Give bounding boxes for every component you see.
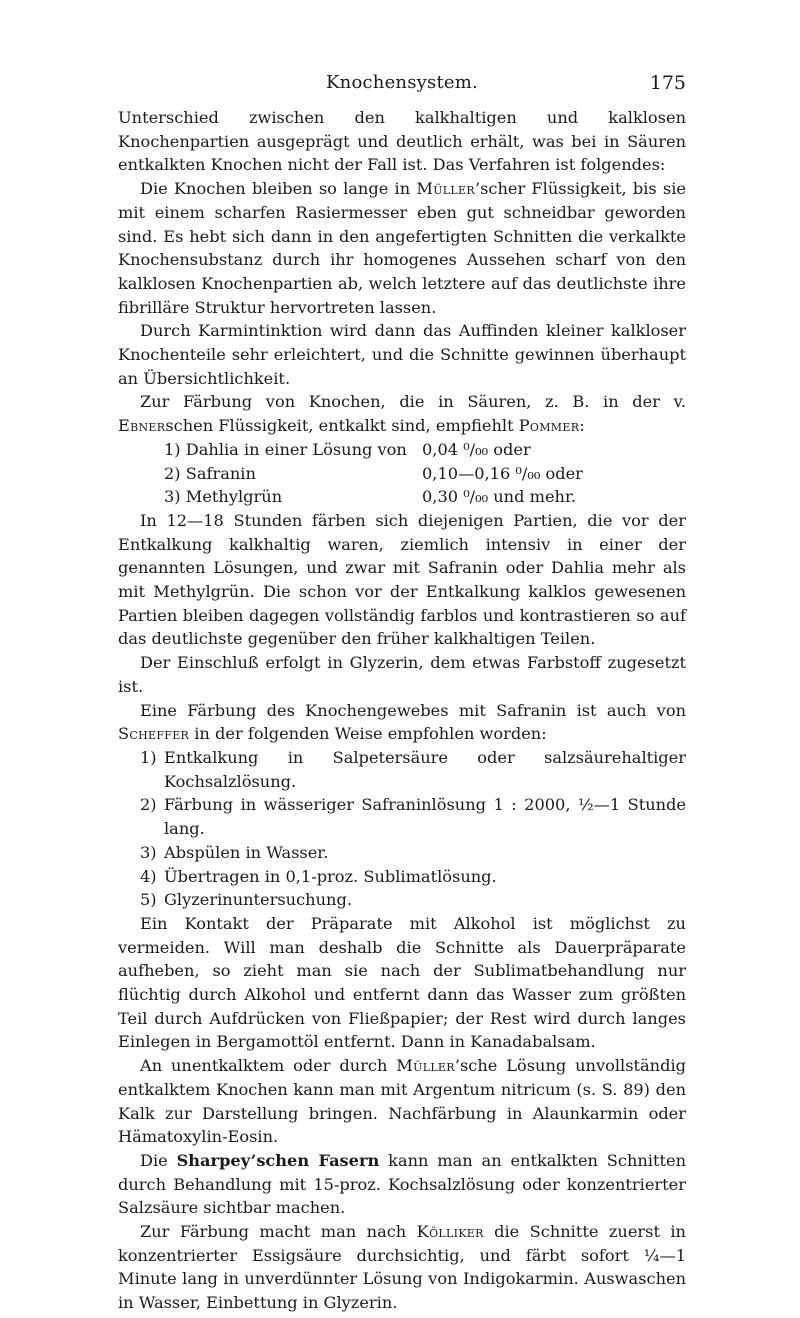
author-name-pommer: Pommer bbox=[518, 416, 580, 436]
paragraph-7 bbox=[118, 699, 686, 746]
running-header bbox=[118, 72, 686, 106]
paragraph-5: In 12—18 Stunden färben sich diejenigen Partien, die vor der Entkalkung kalkhaltig waren, ziemlich intensiv in einer der genannten Lösungen, und zwar mit Safranin oder Dahlia mehr als mit Methylgrün. Die schon vor der Entkalkung kalklos gewesenen Partien bleiben dagegen vollständig farblos und kontrastieren so auf das deutlichste gegenüber den früher kalkhaltigen Teilen. bbox=[118, 510, 686, 649]
paragraph-3: Durch Karmintinktion wird dann das Auffinden kleiner kalkloser Knochenteile sehr erleichtert, und die Schnitte gewinnen überhaupt an Übersichtlichkeit. bbox=[118, 321, 686, 388]
text-run: kann man an entkalkten Schnitten durch Behandlung mit 15-proz. Kochsalzlösung oder konzentrierter Salzsäure sichtbar machen. bbox=[118, 1150, 686, 1218]
author-name-scheffer: Scheffer bbox=[118, 724, 190, 744]
stain-item bbox=[118, 462, 686, 486]
text-run: ’sche Lösung unvollständig entkalktem Knochen kann man mit Argentum nitricum (s. S. 89) den Kalk zur Darstellung bringen. Nachfärbung in Alaunkarmin oder Hämatoxylin-Eosin. bbox=[118, 1056, 686, 1147]
stain-label: 2) Safranin bbox=[164, 463, 256, 483]
paragraph-2 bbox=[118, 177, 686, 319]
paragraph-10 bbox=[118, 1149, 686, 1220]
stain-value: 0,04 ⁰/₀₀ oder bbox=[422, 439, 531, 459]
procedure-step bbox=[118, 793, 686, 840]
step-text: Glyzerinuntersuchung. bbox=[164, 890, 352, 910]
paragraph-4 bbox=[118, 390, 686, 437]
text-run: Zur Färbung macht man nach bbox=[140, 1222, 417, 1242]
text-run: Zur Färbung von Knochen, die in Säuren, z. B. in der v. bbox=[140, 392, 686, 412]
step-number: 1) bbox=[140, 747, 157, 767]
author-name-mueller: Müller bbox=[396, 1056, 455, 1076]
text-run: schen Flüssigkeit, entkalkt sind, empfiehlt bbox=[165, 416, 519, 436]
procedure-step bbox=[118, 841, 686, 865]
step-text: Färbung in wässeriger Safraninlösung 1 : 2000, ½—1 Stunde lang. bbox=[164, 795, 686, 839]
step-number: 3) bbox=[140, 842, 157, 862]
step-number: 2) bbox=[140, 795, 157, 815]
stain-item bbox=[118, 485, 686, 509]
text-run: An unentkalktem oder durch bbox=[140, 1056, 397, 1076]
step-text: Abspülen in Wasser. bbox=[164, 842, 329, 862]
step-number: 4) bbox=[140, 866, 157, 886]
text-run: in der folgenden Weise empfohlen worden: bbox=[189, 724, 547, 744]
text-run: Die bbox=[140, 1150, 177, 1170]
text-run: die Schnitte zuerst in konzentrierter Essigsäure durchsichtig, und färbt sofort ¼—1 Minute lang in unverdünnter Lösung von Indigokarmin. Auswaschen in Wasser, Einbettung in Glyzerin. bbox=[118, 1222, 686, 1313]
procedure-step bbox=[118, 888, 686, 912]
text-run: Eine Färbung des Knochengewebes mit Safranin ist auch von bbox=[140, 700, 686, 720]
body-text bbox=[118, 106, 686, 1315]
paragraph-8: Ein Kontakt der Präparate mit Alkohol ist möglichst zu vermeiden. Will man deshalb die Schnitte als Dauerpräparate aufheben, so zieht man sie nach der Sublimatbehandlung nur flüchtig durch Alkohol und entfernt dann das Wasser zum größten Teil durch Aufdrücken von Fließpapier; der Rest wird durch langes Einlegen in Bergamottöl entfernt. Dann in Kanadabalsam. bbox=[118, 913, 686, 1052]
running-title: Knochensystem. bbox=[326, 72, 478, 93]
paragraph-1: Unterschied zwischen den kalkhaltigen und kalklosen Knochenpartien ausgeprägt und deutlich erhält, was bei in Säuren entkalkten Knochen nicht der Fall ist. Das Verfahren ist folgendes: bbox=[118, 108, 686, 175]
page-number: 175 bbox=[649, 72, 686, 94]
paragraph-9 bbox=[118, 1054, 686, 1149]
author-name-koelliker: Kölliker bbox=[416, 1222, 484, 1242]
step-text: Entkalkung in Salpetersäure oder salzsäurehaltiger Kochsalzlösung. bbox=[164, 747, 686, 791]
step-number: 5) bbox=[140, 890, 157, 910]
step-text: Übertragen in 0,1-proz. Sublimatlösung. bbox=[164, 866, 497, 886]
procedure-steps bbox=[118, 746, 686, 912]
term-sharpey-fibers: Sharpey’schen Fasern bbox=[176, 1150, 380, 1170]
stain-label: 3) Methylgrün bbox=[164, 487, 283, 507]
stain-value: 0,10—0,16 ⁰/₀₀ oder bbox=[422, 463, 583, 483]
stain-item bbox=[118, 438, 686, 462]
stain-label: 1) Dahlia in einer Lösung von bbox=[164, 439, 407, 459]
paragraph-6: Der Einschluß erfolgt in Glyzerin, dem etwas Farbstoff zugesetzt ist. bbox=[118, 653, 686, 696]
text-run: Die Knochen bleiben so lange in bbox=[140, 179, 417, 199]
procedure-step bbox=[118, 865, 686, 889]
stain-list bbox=[118, 438, 686, 509]
paragraph-11 bbox=[118, 1220, 686, 1315]
procedure-step bbox=[118, 746, 686, 793]
stain-value: 0,30 ⁰/₀₀ und mehr. bbox=[422, 487, 577, 507]
text-run: ’scher Flüssigkeit, bis sie mit einem scharfen Rasiermesser eben gut schneidbar geworden sind. Es hebt sich dann in den angefertigten Schnitten die verkalkte Knochensubstanz durch ihr homogenes Aussehen scharf von den kalklosen Knochenpartien ab, welch letztere auf das deutlichste ihre fibrilläre Struktur hervortreten lassen. bbox=[118, 179, 686, 317]
book-page bbox=[118, 72, 686, 1315]
text-run: : bbox=[579, 416, 585, 436]
author-name-ebner: Ebner bbox=[118, 416, 166, 436]
author-name-mueller: Müller bbox=[416, 179, 475, 199]
